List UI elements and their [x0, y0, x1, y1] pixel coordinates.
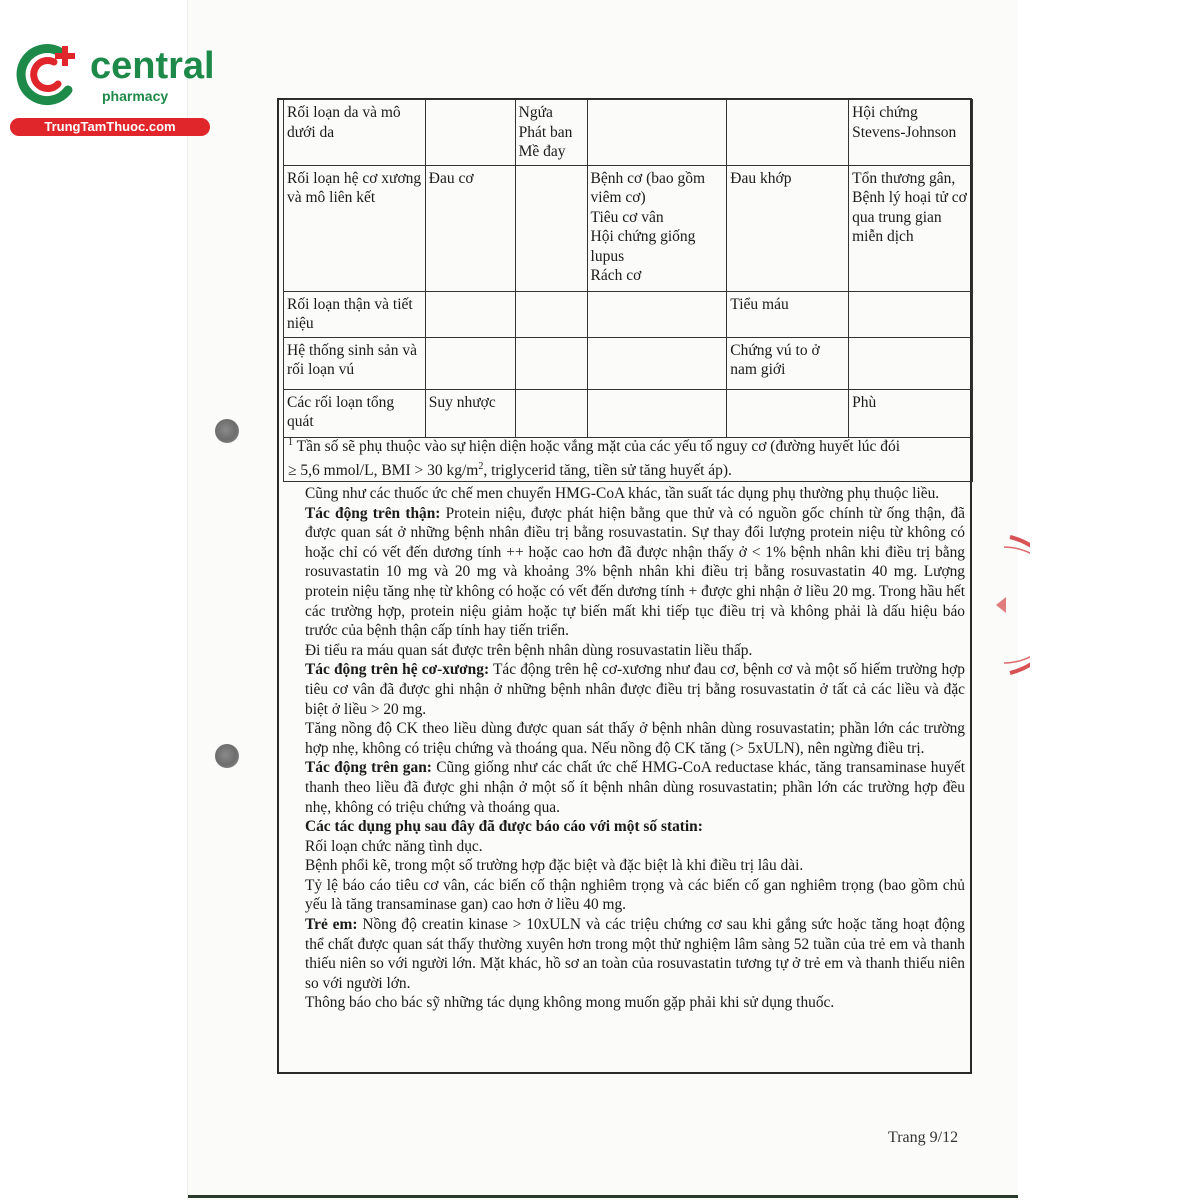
table-cell-category: Hệ thống sinh sản và rối loạn vú	[284, 337, 426, 389]
musculoskeletal-text: Tác động trên hệ cơ-xương như đau cơ, bệnh cơ và một số hiếm trường hợp tiêu cơ vân đã được ghi nhận ở những bệnh nhân được điều trị bằng rosuvastatin ở tất cả các liều và đặc biệt ở liều > 20 mg.	[305, 661, 965, 718]
table-cell	[425, 337, 515, 389]
brand-logo	[10, 38, 220, 138]
footnote-superscript: 2	[478, 461, 484, 473]
statin-heading	[305, 817, 965, 837]
statin-item: Tỷ lệ báo cáo tiêu cơ vân, các biến cố thận nghiêm trọng và các biến cố gan nghiêm trọng (bao gồm chủ yếu là tăng transaminase gan) cao hơn ở liều 40 mg.	[305, 876, 965, 914]
table-row	[284, 337, 973, 389]
paragraph-musculoskeletal	[305, 660, 965, 719]
table-cell-category: Rối loạn hệ cơ xương và mô liên kết	[284, 165, 426, 291]
footnote-line-1: Tần số sẽ phụ thuộc vào sự hiện diện hoặc vắng mặt của các yếu tố nguy cơ (đường huyết lúc đói	[293, 438, 901, 456]
table-cell: Bệnh cơ (bao gồm viêm cơ) Tiêu cơ vân Hội chứng giống lupus Rách cơ	[587, 165, 727, 291]
table-cell	[587, 291, 727, 337]
kidney-text: Protein niệu, được phát hiện bằng que thử và có nguồn gốc chính từ ống thận, đã được quan sát ở những bệnh nhân điều trị bằng rosuvastatin. Sự thay đổi lượng protein niệu từ không có hoặc chỉ có vết đến dương tính ++ hoặc cao hơn đã được nhận thấy ở < 1% bệnh nhân khi điều trị bằng rosuvastatin 10 mg và 20 mg và khoảng 3% bệnh nhân khi điều trị bằng rosuvastatin 40 mg. Lượng protein niệu tăng nhẹ từ không có hoặc có vết đến dương tính + được ghi nhận ở liều 20 mg. Trong hầu hết các trường hợp, protein niệu giảm hoặc tự biến mất khi tiếp tục điều trị và không phải là dấu hiệu báo trước của bệnh thận cấp tính hay tiến triển.	[305, 504, 965, 640]
punch-hole	[215, 744, 239, 768]
table-footnote	[283, 430, 973, 482]
table-cell-category: Các rối loạn tổng quát	[284, 389, 426, 437]
table-cell: Đau khớp	[727, 165, 849, 291]
punch-hole	[215, 419, 239, 443]
statin-item: Bệnh phổi kẽ, trong một số trường hợp đặc biệt và đặc biệt là khi điều trị lâu dài.	[305, 857, 804, 875]
footnote-marker: 1	[288, 437, 293, 448]
paragraph-hematuria: Đi tiểu ra máu quan sát được trên bệnh nhân dùng rosuvastatin liều thấp.	[305, 641, 753, 659]
table-cell: Tiểu máu	[727, 291, 849, 337]
table-cell: Phù	[849, 389, 973, 437]
footnote-line-2a: ≥ 5,6 mmol/L, BMI > 30 kg/m	[288, 462, 479, 480]
page-bottom-edge	[188, 1195, 1018, 1198]
table-cell	[849, 337, 973, 389]
musculoskeletal-heading: Tác động trên hệ cơ-xương:	[305, 661, 490, 679]
body-text	[305, 484, 965, 1013]
table-cell	[425, 100, 515, 166]
statin-item: Rối loạn chức năng tình dục.	[305, 837, 483, 855]
table-cell-category: Rối loạn da và mô dưới da	[284, 100, 426, 166]
stamp-seal	[990, 535, 1030, 675]
table-row	[284, 100, 973, 166]
table-cell: Tổn thương gân, Bệnh lý hoại tử cơ qua trung gian miễn dịch	[849, 165, 973, 291]
paragraph-kidney	[305, 504, 965, 641]
children-heading: Trẻ em:	[305, 916, 358, 934]
table-cell	[727, 100, 849, 166]
table-row	[284, 291, 973, 337]
paragraph-notify: Thông báo cho bác sỹ những tác dụng không mong muốn gặp phải khi sử dụng thuốc.	[305, 994, 835, 1012]
paragraph-dose-dependence: Cũng như các thuốc ức chế men chuyển HMG-CoA khác, tần suất tác dụng phụ thường phụ thuộc liều.	[305, 485, 940, 502]
brand-url: TrungTamThuoc.com	[10, 118, 210, 136]
liver-text: Cũng giống như các chất ức chế HMG-CoA reductase khác, tăng transaminase huyết thanh theo liều đã được ghi nhận ở một số ít bệnh nhân dùng rosuvastatin; phần lớn các trường hợp đều nhẹ, không có triệu chứng và thoáng qua.	[305, 759, 965, 816]
table-row	[284, 165, 973, 291]
table-cell	[587, 100, 727, 166]
footnote-line-2b: , triglycerid tăng, tiền sử tăng huyết áp).	[483, 462, 732, 480]
paragraph-ck: Tăng nồng độ CK theo liều dùng được quan sát thấy ở bệnh nhân dùng rosuvastatin; phần lớn các trường hợp nhẹ, không có triệu chứng và thoáng qua. Nếu nồng độ CK tăng (> 5xULN), nên ngừng điều trị.	[305, 720, 965, 757]
children-text: Nồng độ creatin kinase > 10xULN và các triệu chứng cơ sau khi gắng sức hoặc tăng hoạt động thể chất được quan sát thấy thường xuyên hơn trong một thử nghiệm lâm sàng 52 tuần của trẻ em và thanh thiếu niên so với người lớn. Mặt khác, hồ sơ an toàn của rosuvastatin tương tự ở trẻ em và thanh thiếu niên so với người lớn.	[305, 916, 965, 992]
cross-circle-icon	[10, 38, 84, 112]
table-cell	[587, 337, 727, 389]
table-cell: Chứng vú to ở nam giới	[727, 337, 849, 389]
page-number: Trang 9/12	[888, 1129, 959, 1146]
table-cell-category: Rối loạn thận và tiết niệu	[284, 291, 426, 337]
brand-name: central	[90, 45, 215, 87]
table-cell: Suy nhược	[425, 389, 515, 437]
statin-heading-text: Các tác dụng phụ sau đây đã được báo cáo với một số statin:	[305, 818, 703, 836]
table-cell	[515, 337, 587, 389]
table-cell	[515, 165, 587, 291]
paragraph-liver	[305, 758, 965, 817]
table-cell: Ngứa Phát ban Mề đay	[515, 100, 587, 166]
adverse-effects-table	[283, 99, 973, 438]
kidney-heading: Tác động trên thận:	[305, 504, 441, 522]
table-cell	[425, 291, 515, 337]
liver-heading: Tác động trên gan:	[305, 759, 432, 777]
table-cell	[515, 291, 587, 337]
table-cell: Hội chứng Stevens-Johnson	[849, 100, 973, 166]
paragraph-children	[305, 915, 965, 993]
table-cell: Đau cơ	[425, 165, 515, 291]
brand-subtitle: pharmacy	[102, 88, 169, 104]
table-cell	[849, 291, 973, 337]
